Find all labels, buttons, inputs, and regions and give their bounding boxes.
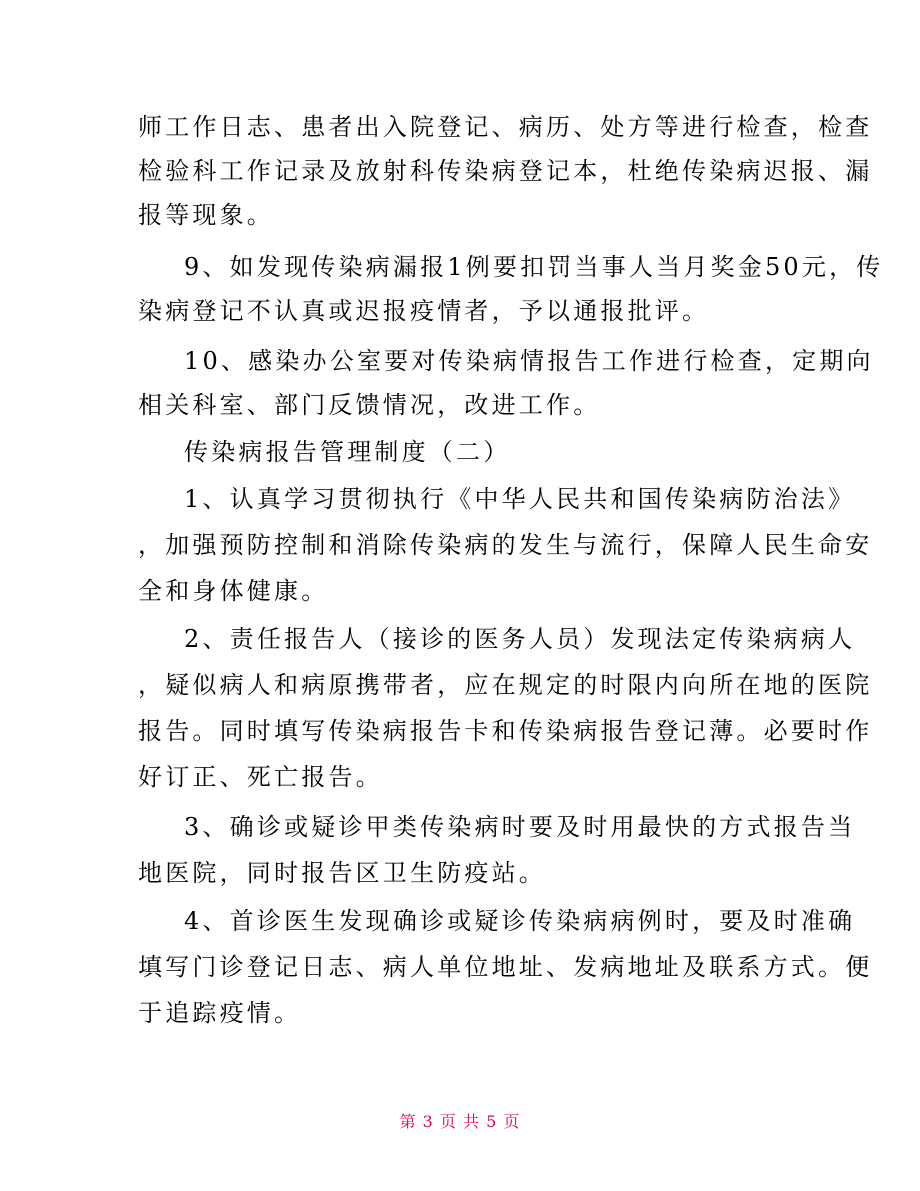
text-line: 9、如发现传染病漏报1例要扣罚当事人当月奖金50元，传 <box>184 253 884 281</box>
text-line: 地医院，同时报告区卫生防疫站。 <box>138 859 546 887</box>
text-line: 填写门诊登记日志、病人单位地址、发病地址及联系方式。便 <box>138 953 873 981</box>
page-number-footer: 第 3 页 共 5 页 <box>399 1112 521 1131</box>
text-line: 相关科室、部门反馈情况，改进工作。 <box>138 391 601 419</box>
text-line: 10、感染办公室要对传染病情报告工作进行检查，定期向 <box>184 347 874 375</box>
text-line: 全和身体健康。 <box>138 577 329 605</box>
text-line: 好订正、死亡报告。 <box>138 763 383 791</box>
text-line: 3、确诊或疑诊甲类传染病时要及时用最快的方式报告当 <box>184 813 856 841</box>
text-line: ，加强预防控制和消除传染病的发生与流行，保障人民生命安 <box>138 531 873 559</box>
text-line: 检验科工作记录及放射科传染病登记本，杜绝传染病迟报、漏 <box>138 157 873 185</box>
text-line: 师工作日志、患者出入院登记、病历、处方等进行检查，检查 <box>138 113 873 141</box>
text-line: 报等现象。 <box>138 201 274 229</box>
text-line: 1、认真学习贯彻执行《中华人民共和国传染病防治法》 <box>184 485 856 513</box>
text-line: 于追踪疫情。 <box>138 999 302 1027</box>
text-line: ，疑似病人和病原携带者，应在规定的时限内向所在地的医院 <box>138 671 873 699</box>
text-line: 4、首诊医生发现确诊或疑诊传染病病例时，要及时准确 <box>184 907 856 935</box>
section-heading: 传染病报告管理制度（二） <box>184 438 511 466</box>
text-line: 报告。同时填写传染病报告卡和传染病报告登记薄。必要时作 <box>138 717 873 745</box>
text-line: 染病登记不认真或迟报疫情者，予以通报批评。 <box>138 297 710 325</box>
text-line: 2、责任报告人（接诊的医务人员）发现法定传染病病人 <box>184 625 856 653</box>
